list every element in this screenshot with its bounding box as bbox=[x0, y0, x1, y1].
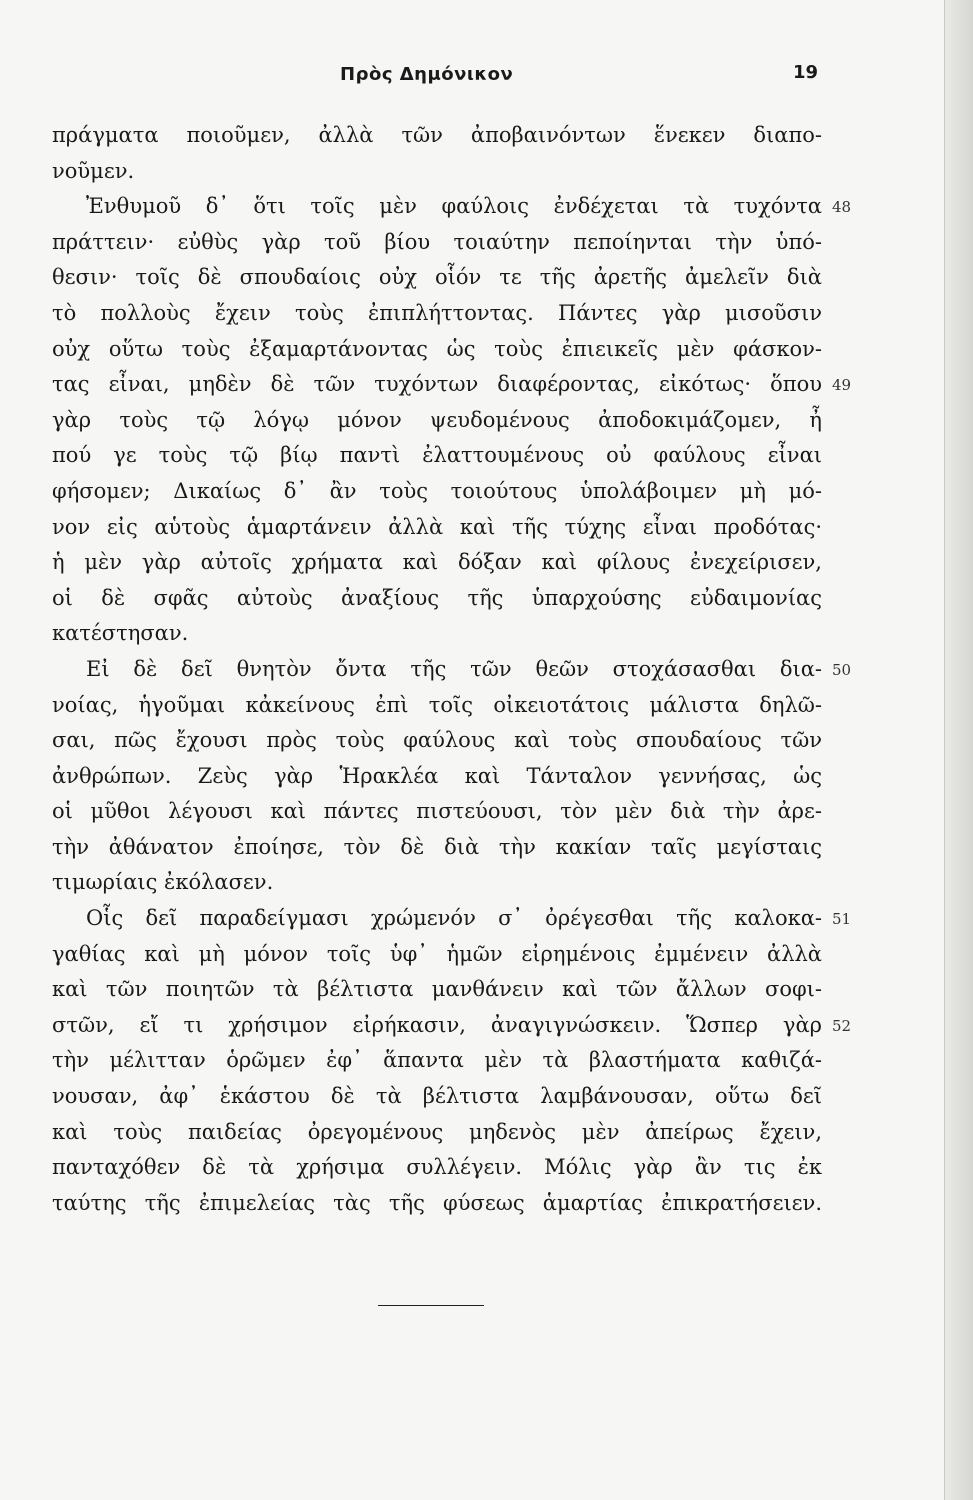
text-line: κατέστησαν. bbox=[52, 621, 189, 646]
text-line: φήσομεν; Δικαίως δ᾽ ἂν τοὺς τοιούτους ὑπολάβοιμεν μὴ μό- bbox=[52, 478, 822, 503]
text-line: ταύτης τῆς ἐπιμελείας τὰς τῆς φύσεως ἁμαρτίας ἐπικρατήσειεν. bbox=[52, 1190, 822, 1215]
text-line: νον εἰς αὑτοὺς ἁμαρτάνειν ἀλλὰ καὶ τῆς τύχης εἶναι προδότας· bbox=[52, 514, 822, 539]
running-title: Πρὸς Δημόνικον bbox=[340, 64, 514, 85]
page-edge bbox=[944, 0, 973, 1500]
text-line: πράττειν· εὐθὺς γὰρ τοῦ βίου τοιαύτην πεποίηνται τὴν ὑπό- bbox=[52, 229, 822, 254]
text-line: πού γε τοὺς τῷ βίῳ παντὶ ἐλαττουμένους οὐ φαύλους εἶναι bbox=[52, 443, 822, 468]
text-line: σαι, πῶς ἔχουσι πρὸς τοὺς φαύλους καὶ τοὺς σπουδαίους τῶν bbox=[52, 728, 822, 753]
text-line: τιμωρίαις ἐκόλασεν. bbox=[52, 870, 274, 895]
text-line: Οἷς δεῖ παραδείγμασι χρώμενόν σ᾽ ὀρέγεσθαι τῆς καλοκα- bbox=[86, 906, 822, 931]
text-line: ἡ μὲν γὰρ αὐτοῖς χρήματα καὶ δόξαν καὶ φίλους ἐνεχείρισεν, bbox=[52, 550, 822, 575]
text-line: τὸ πολλοὺς ἔχειν τοὺς ἐπιπλήττοντας. Πάντες γὰρ μισοῦσιν bbox=[52, 300, 822, 325]
page-number: 19 bbox=[793, 62, 819, 83]
text-line: πανταχόθεν δὲ τὰ χρήσιμα συλλέγειν. Μόλις γὰρ ἂν τις ἐκ bbox=[52, 1155, 822, 1180]
section-number: 52 bbox=[832, 1017, 852, 1035]
text-line: τὴν ἀθάνατον ἐποίησε, τὸν δὲ διὰ τὴν κακίαν ταῖς μεγίσταις bbox=[52, 834, 822, 859]
section-number: 50 bbox=[832, 661, 852, 679]
text-line: οἱ μῦθοι λέγουσι καὶ πάντες πιστεύουσι, τὸν μὲν διὰ τὴν ἀρε- bbox=[52, 799, 822, 824]
page-header bbox=[0, 60, 973, 90]
text-line: Ἐνθυμοῦ δ᾽ ὅτι τοῖς μὲν φαύλοις ἐνδέχεται τὰ τυχόντα bbox=[86, 194, 822, 219]
text-line: γὰρ τοὺς τῷ λόγῳ μόνον ψευδομένους ἀποδοκιμάζομεν, ἦ bbox=[52, 407, 822, 432]
text-line: καὶ τῶν ποιητῶν τὰ βέλτιστα μανθάνειν καὶ τῶν ἄλλων σοφι- bbox=[52, 977, 822, 1002]
text-line: πράγματα ποιοῦμεν, ἀλλὰ τῶν ἀποβαινόντων ἕνεκεν διαπο- bbox=[52, 123, 822, 147]
text-line: Εἰ δὲ δεῖ θνητὸν ὄντα τῆς τῶν θεῶν στοχάσασθαι δια- bbox=[86, 656, 822, 681]
text-line: οὐχ οὕτω τοὺς ἐξαμαρτάνοντας ὡς τοὺς ἐπιεικεῖς μὲν φάσκον- bbox=[52, 336, 822, 361]
section-number: 49 bbox=[832, 376, 852, 395]
body-text bbox=[52, 118, 822, 1221]
text-line: νοῦμεν. bbox=[52, 158, 135, 183]
text-line: νουσαν, ἀφ᾽ ἑκάστου δὲ τὰ βέλτιστα λαμβάνουσαν, οὕτω δεῖ bbox=[52, 1084, 822, 1109]
text-line: οἱ δὲ σφᾶς αὐτοὺς ἀναξίους τῆς ὑπαρχούσης εὐδαιμονίας bbox=[52, 585, 822, 610]
text-line: γαθίας καὶ μὴ μόνον τοῖς ὑφ᾽ ἡμῶν εἰρημένοις ἐμμένειν ἀλλὰ bbox=[52, 941, 822, 966]
text-line: τὴν μέλιτταν ὁρῶμεν ἐφ᾽ ἅπαντα μὲν τὰ βλαστήματα καθιζά- bbox=[52, 1048, 822, 1073]
section-end-rule bbox=[378, 1305, 484, 1306]
text-line: νοίας, ἡγοῦμαι κἀκείνους ἐπὶ τοῖς οἰκειοτάτοις μάλιστα δηλῶ- bbox=[52, 692, 822, 717]
text-line: καὶ τοὺς παιδείας ὀρεγομένους μηδενὸς μὲν ἀπείρως ἔχειν, bbox=[52, 1119, 822, 1144]
section-number: 48 bbox=[832, 198, 852, 217]
text-line: τας εἶναι, μηδὲν δὲ τῶν τυχόντων διαφέροντας, εἰκότως· ὅπου bbox=[52, 372, 822, 397]
section-number: 51 bbox=[832, 910, 852, 929]
text-line: ἀνθρώπων. Ζεὺς γὰρ Ἡρακλέα καὶ Τάνταλον γεννήσας, ὡς bbox=[52, 763, 822, 788]
text-line: στῶν, εἴ τι χρήσιμον εἰρήκασιν, ἀναγιγνώσκειν. Ὥσπερ γὰρ bbox=[52, 1012, 822, 1037]
text-line: θεσιν· τοῖς δὲ σπουδαίοις οὐχ οἷόν τε τῆς ἀρετῆς ἀμελεῖν διὰ bbox=[52, 265, 822, 290]
